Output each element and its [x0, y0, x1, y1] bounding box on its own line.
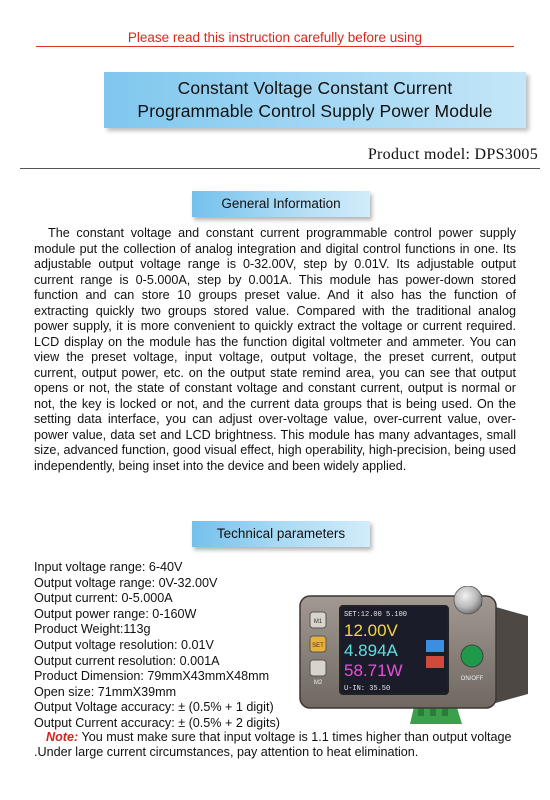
lcd-voltage: 12.00V	[344, 621, 398, 640]
param-open-size: Open size: 71mmX39mm	[34, 684, 177, 699]
lcd-current: 4.894A	[344, 641, 398, 660]
title-line-2: Programmable Control Supply Power Module	[137, 101, 493, 121]
param-voltage-accuracy: Output Voltage accuracy: ± (0.5% + 1 digit)	[34, 700, 274, 715]
param-current-accuracy: Output Current accuracy: ± (0.5% + 2 digits)	[34, 715, 280, 730]
model-divider	[20, 168, 540, 169]
title-banner	[104, 72, 526, 128]
button-m1-label: M1	[313, 619, 323, 625]
button-on-off	[461, 645, 484, 682]
general-information-heading: General Information	[192, 191, 370, 217]
button-m2-label: M2	[313, 680, 323, 686]
lcd-set-line: SET:12.00 5.100	[344, 611, 408, 619]
lcd-input-voltage: U-IN: 35.50	[344, 685, 391, 693]
param-input-voltage: Input voltage range: 6-40V	[34, 560, 183, 574]
general-paragraph-text: The constant voltage and constant current programmable control power supply module put the collection of analog integration and digital control functions in one. Its adjustable output voltage range is 0-32.00V, step by 0.01V. Its adjustable output current range is 0-5.000A, step by 0.001A. This module has power-down stored function and can store 10 groups preset value. And it also has the function of extracting quickly two groups stored value. Compared with the traditional analog power supply, it is more convenient to quickly extract the voltage or current required. LCD display on the module has the function digital voltmeter and ammeter. You can view the preset voltage, input voltage, output voltage, the preset current, output current, output power, etc. on the output state remind area, you can see that output opens or not, the state of constant voltage and constant current, output is normal or not, the key is locked or not, and the current data groups that is being used. On the setting data interface, you can adjust over-voltage value, over-current value, over-power value, data set and LCD brightness. This module has many advantages, small size, advanced function, good visual effect, high operability, high-precision, being used independently, being inset into the device and been widely applied.	[34, 226, 516, 473]
button-set	[310, 636, 326, 652]
note-paragraph	[34, 730, 520, 761]
lcd-screen	[340, 606, 448, 694]
technical-parameters-heading: Technical parameters	[192, 521, 370, 547]
button-set-label: SET	[312, 643, 324, 649]
notice-text: Please read this instruction carefully before using	[127, 30, 423, 45]
note-text: You must make sure that input voltage is 1.1 times higher than output voltage .Under large current circumstances, pay attention to heat elimination.	[34, 730, 512, 760]
general-paragraph	[34, 226, 516, 474]
param-weight: Product Weight:113g	[34, 622, 151, 637]
param-output-voltage: Output voltage range: 0V-32.00V	[34, 575, 218, 590]
lcd-power: 58.71W	[344, 661, 403, 680]
title-line-1: Constant Voltage Constant Current	[177, 78, 453, 98]
param-voltage-resolution: Output voltage resolution: 0.01V	[34, 637, 214, 652]
button-on-off-label: ON/OFF	[460, 676, 484, 682]
notice-underline	[36, 46, 514, 47]
button-m1	[310, 612, 326, 628]
param-output-current: Output current: 0-5.000A	[34, 591, 173, 606]
note-label: Note:	[46, 730, 79, 744]
dps3005-device-image	[296, 586, 532, 726]
parameter-list	[34, 560, 280, 732]
param-current-resolution: Output current resolution: 0.001A	[34, 653, 220, 668]
param-output-power: Output power range: 0-160W	[34, 606, 197, 621]
rotary-knob	[454, 586, 482, 614]
param-dimension: Product Dimension: 79mmX43mmX48mm	[34, 669, 270, 684]
product-model: Product model: DPS3005	[367, 146, 538, 163]
